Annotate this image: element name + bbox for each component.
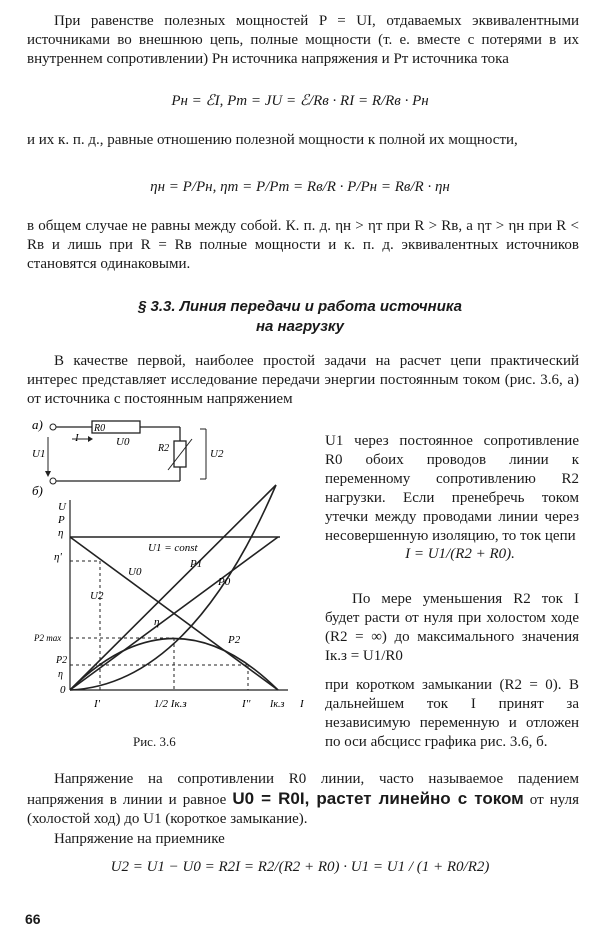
paragraph-efficiency-comparison: в общем случае не равны между собой. К. п. д. ηн > ηт при R > Rв, а ηт > ηн при R < Rв и лишь при R = Rв полные мощности и к. п. д. эквивалентных источников становятся одинаковыми.	[27, 218, 579, 272]
formula-efficiencies: ηн = P/Pн, ηт = P/Pт = Rв/R · P/Pн = Rв/R · ηн	[150, 179, 450, 195]
u1-arrowhead	[45, 471, 51, 477]
terminal-bottom	[50, 478, 56, 484]
paragraph-wrap-decrease: По мере уменьшения R2 ток I будет расти от нуля при холостом ходе (R2 = ∞) до максимального значения Iк.з = U1/R0	[325, 591, 579, 664]
figure-label-b: б)	[32, 483, 43, 498]
label-eta-curve: η	[154, 616, 160, 628]
figure-3-6	[30, 415, 320, 735]
label-p2-axis: P2	[56, 655, 68, 666]
axis-label-u: U	[58, 501, 66, 513]
label-u0-curve: U0	[128, 566, 142, 578]
label-u0: U0	[116, 436, 130, 448]
paragraph-receiver-voltage: Напряжение на приемнике	[54, 831, 225, 847]
label-eta-prime: η'	[54, 551, 62, 563]
label-u1-circuit: U1	[32, 448, 46, 460]
axis-label-p: P	[58, 514, 65, 526]
axis-label-eta: η	[58, 527, 64, 539]
formula-full-powers: Pн = ℰI, Pт = JU = ℰ/Rв · RI = R/Rв · Pн	[171, 93, 429, 109]
axis-label-i: I	[300, 698, 304, 710]
label-u1-const: U1 = const	[148, 542, 198, 554]
paragraph-power-equality: При равенстве полезных мощностей P = UI, отдаваемых эквивалентными источниками во внешнюю цепь, полные мощности (т. е. вместе с потерями в их внутреннем сопротивлении) Pн источника напряжения и Pт источника тока	[27, 13, 579, 67]
formula-current: I = U1/(R2 + R0).	[405, 546, 515, 562]
label-u2-curve: U2	[90, 590, 104, 602]
label-u2-circuit: U2	[210, 448, 224, 460]
tick-half-ikz: 1/2 Iк.з	[154, 698, 187, 710]
tick-i-double-prime: I''	[242, 698, 251, 710]
label-p2-curve: P2	[228, 634, 241, 646]
figure-label-a: а)	[32, 417, 43, 432]
paragraph-line-voltage-drop-a: Напряжение на сопротивлении R0 линии, часто называемое падением напряжения в линии и равное	[27, 771, 579, 808]
label-r2: R2	[158, 443, 170, 454]
label-eta-small: η	[58, 669, 63, 680]
formula-receiver-voltage: U2 = U1 − U0 = R2I = R2/(R2 + R0) · U1 = U1 / (1 + R0/R2)	[110, 859, 490, 875]
paragraph-efficiency-intro: и их к. п. д., равные отношению полезной мощности к полной их мощности,	[27, 132, 518, 148]
label-origin: 0	[60, 684, 66, 696]
section-title	[0, 297, 600, 337]
label-p2max: P2 max	[34, 633, 62, 643]
paragraph-line-voltage-drop	[27, 770, 579, 829]
curve-p1	[70, 485, 276, 690]
page-number: 66	[25, 911, 41, 927]
terminal-top	[50, 424, 56, 430]
label-current: I	[75, 432, 79, 444]
label-p1-curve: P1	[190, 558, 203, 570]
label-r0: R0	[94, 423, 106, 434]
section-title-line-2: на нагрузку	[255, 318, 345, 335]
label-p0-curve: P0	[218, 576, 231, 588]
current-arrowhead	[88, 436, 93, 442]
paragraph-line-voltage-drop-c: от нуля (холостой ход) до U1 (короткое замыкание).	[27, 792, 579, 827]
paragraph-line-voltage-drop-b: U0 = R0I, растет линейно с током	[232, 789, 524, 808]
tick-i-prime: I'	[94, 698, 101, 710]
section-title-line-1: § 3.3. Линия передачи и работа источника	[138, 298, 462, 315]
tick-ikz: Iк.з	[270, 699, 285, 710]
paragraph-wrap-current: U1 через постоянное сопротивление R0 обоих проводов линии к переменному сопротивлению R2 нагрузки. Если пренебречь током утечки между проводами линии через несовершенную изоляцию, то ток цепи	[325, 433, 579, 544]
paragraph-transmission-intro: В качестве первой, наиболее простой задачи на расчет цепи практический интерес представляет исследование передачи энергии постоянным током (рис. 3.6, а) от источника с постоянным напряжением	[27, 353, 579, 407]
paragraph-wrap-short-circuit: при коротком замыкании (R2 = 0). В дальнейшем ток I принят за независимую переменную и отложен по оси абсцисс графика рис. 3.6, б.	[325, 677, 579, 750]
figure-caption: Рис. 3.6	[133, 734, 176, 749]
